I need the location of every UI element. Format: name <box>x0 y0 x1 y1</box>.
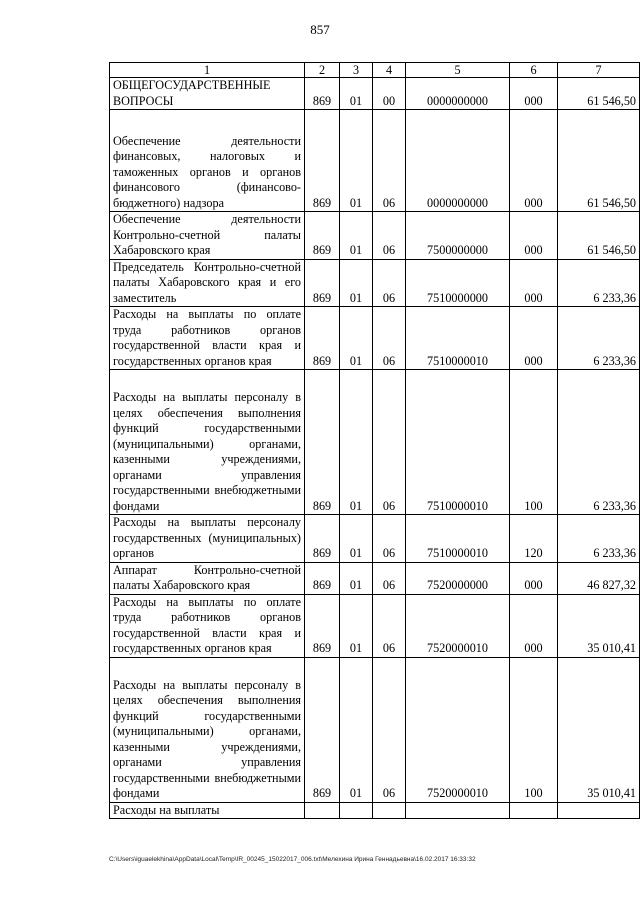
row-code-5 <box>406 802 510 819</box>
row-amount: 6 233,36 <box>558 515 640 563</box>
row-name: Расходы на выплаты персоналу в целях обеспечения выполнения функций государственными (муниципальными) органами, казенными учреждениями, органами управления государственными внебюджетными фондами <box>110 370 305 515</box>
row-code-4: 06 <box>373 562 406 594</box>
row-name: Расходы на выплаты персоналу в целях обеспечения выполнения функций государственными (муниципальными) органами, казенными учреждениями, органами управления государственными внебюджетными фондами <box>110 657 305 802</box>
row-amount: 35 010,41 <box>558 594 640 657</box>
table-row <box>110 259 640 307</box>
column-header-1: 1 <box>110 63 305 78</box>
row-name: ОБЩЕГОСУДАРСТВЕННЫЕ ВОПРОСЫ <box>110 78 305 110</box>
row-code-2: 869 <box>305 110 340 212</box>
row-code-3: 01 <box>340 110 373 212</box>
row-code-2: 869 <box>305 370 340 515</box>
row-amount: 6 233,36 <box>558 259 640 307</box>
row-amount: 46 827,32 <box>558 562 640 594</box>
footer-file-path: C:\Users\iguaelekhina\AppData\Local\Temp\IR_00245_15022017_006.txt\Мелехина Ирина Геннадьевна\16.02.2017 16:33:32 <box>109 856 476 863</box>
row-name: Расходы на выплаты <box>110 802 305 819</box>
row-code-5: 7520000000 <box>406 562 510 594</box>
row-code-5: 7510000000 <box>406 259 510 307</box>
row-amount: 6 233,36 <box>558 370 640 515</box>
row-amount: 35 010,41 <box>558 657 640 802</box>
row-code-5: 7500000000 <box>406 212 510 260</box>
row-code-2: 869 <box>305 562 340 594</box>
row-code-3 <box>340 802 373 819</box>
row-code-6: 000 <box>510 78 558 110</box>
row-code-5: 7520000010 <box>406 594 510 657</box>
row-code-3: 01 <box>340 562 373 594</box>
row-code-3: 01 <box>340 594 373 657</box>
row-code-4: 06 <box>373 259 406 307</box>
table-row <box>110 515 640 563</box>
row-code-4: 06 <box>373 110 406 212</box>
row-code-2: 869 <box>305 212 340 260</box>
row-code-2: 869 <box>305 657 340 802</box>
row-code-3: 01 <box>340 78 373 110</box>
row-code-2: 869 <box>305 259 340 307</box>
table-row <box>110 110 640 212</box>
column-header-7: 7 <box>558 63 640 78</box>
row-name: Обеспечение деятельности Контрольно-счетной палаты Хабаровского края <box>110 212 305 260</box>
row-code-2: 869 <box>305 78 340 110</box>
row-name: Председатель Контрольно-счетной палаты Хабаровского края и его заместитель <box>110 259 305 307</box>
row-code-5: 7520000010 <box>406 657 510 802</box>
row-code-4: 00 <box>373 78 406 110</box>
row-code-2: 869 <box>305 515 340 563</box>
row-code-3: 01 <box>340 370 373 515</box>
row-code-6: 000 <box>510 212 558 260</box>
row-code-6 <box>510 802 558 819</box>
row-code-5: 7510000010 <box>406 370 510 515</box>
table-row <box>110 307 640 370</box>
row-code-6: 100 <box>510 657 558 802</box>
row-amount: 61 546,50 <box>558 78 640 110</box>
row-code-4 <box>373 802 406 819</box>
row-name: Обеспечение деятельности финансовых, налоговых и таможенных органов и органов финансового (финансово-бюджетного) надзора <box>110 110 305 212</box>
row-code-4: 06 <box>373 370 406 515</box>
table-row <box>110 594 640 657</box>
column-header-2: 2 <box>305 63 340 78</box>
row-code-6: 120 <box>510 515 558 563</box>
row-code-6: 000 <box>510 259 558 307</box>
row-name: Расходы на выплаты по оплате труда работников органов государственной власти края и государственных органов края <box>110 594 305 657</box>
column-header-6: 6 <box>510 63 558 78</box>
table-row <box>110 562 640 594</box>
row-name: Расходы на выплаты по оплате труда работников органов государственной власти края и государственных органов края <box>110 307 305 370</box>
table-row <box>110 657 640 802</box>
row-code-4: 06 <box>373 594 406 657</box>
row-code-4: 06 <box>373 307 406 370</box>
row-code-2: 869 <box>305 307 340 370</box>
row-amount: 6 233,36 <box>558 307 640 370</box>
row-code-2 <box>305 802 340 819</box>
table-row <box>110 802 640 819</box>
row-name: Расходы на выплаты персоналу государственных (муниципальных) органов <box>110 515 305 563</box>
row-code-3: 01 <box>340 259 373 307</box>
row-code-6: 000 <box>510 307 558 370</box>
row-amount: 61 546,50 <box>558 212 640 260</box>
budget-table <box>109 62 640 819</box>
row-code-5: 7510000010 <box>406 307 510 370</box>
row-code-6: 000 <box>510 562 558 594</box>
row-name: Аппарат Контрольно-счетной палаты Хабаровского края <box>110 562 305 594</box>
table-row <box>110 78 640 110</box>
row-amount <box>558 802 640 819</box>
row-code-3: 01 <box>340 657 373 802</box>
row-code-6: 100 <box>510 370 558 515</box>
row-code-6: 000 <box>510 594 558 657</box>
table-row <box>110 370 640 515</box>
row-code-2: 869 <box>305 594 340 657</box>
row-code-3: 01 <box>340 307 373 370</box>
table-row <box>110 212 640 260</box>
row-code-4: 06 <box>373 515 406 563</box>
row-code-3: 01 <box>340 212 373 260</box>
row-code-5: 7510000010 <box>406 515 510 563</box>
page-number: 857 <box>310 22 330 37</box>
column-header-5: 5 <box>406 63 510 78</box>
row-code-6: 000 <box>510 110 558 212</box>
column-header-3: 3 <box>340 63 373 78</box>
column-header-4: 4 <box>373 63 406 78</box>
row-amount: 61 546,50 <box>558 110 640 212</box>
row-code-5: 0000000000 <box>406 110 510 212</box>
row-code-4: 06 <box>373 212 406 260</box>
row-code-5: 0000000000 <box>406 78 510 110</box>
row-code-4: 06 <box>373 657 406 802</box>
row-code-3: 01 <box>340 515 373 563</box>
table-header-row <box>110 63 640 78</box>
